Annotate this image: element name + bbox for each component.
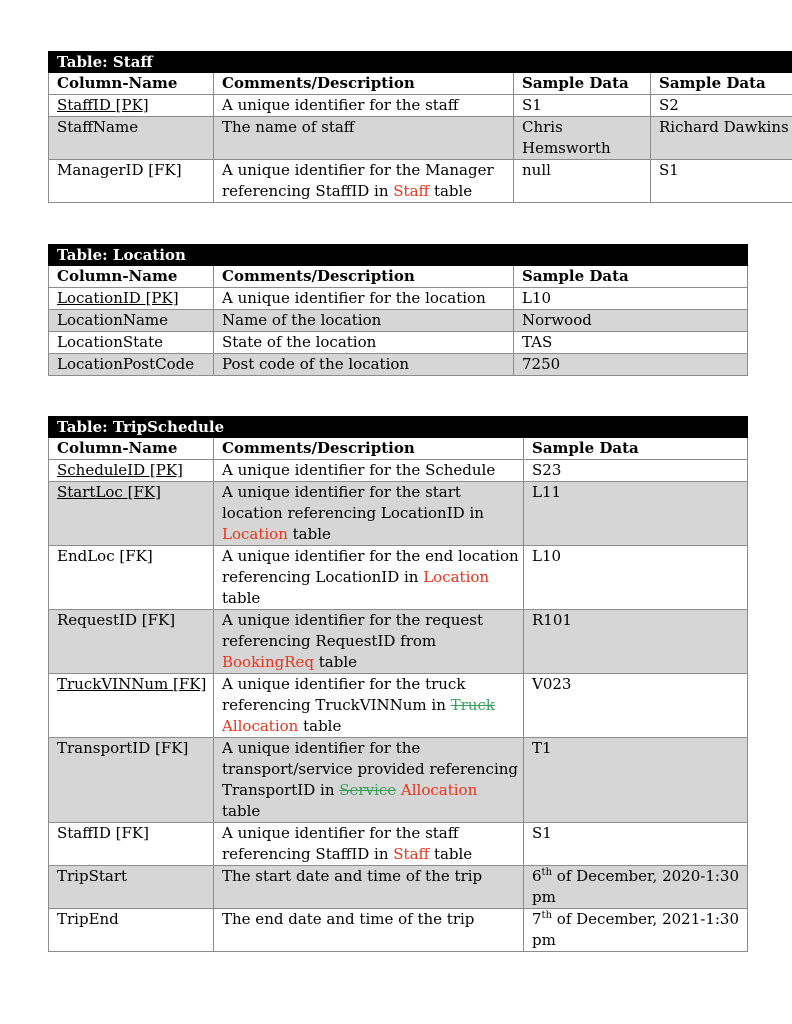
description-suffix: table	[222, 802, 261, 820]
column-name: ManagerID [FK]	[49, 160, 214, 203]
description-suffix: table	[287, 525, 331, 543]
sample-data: TAS	[514, 332, 748, 354]
description-text: A unique identifier for the truck referencing TruckVINNum in	[222, 675, 466, 714]
trip-header-sample: Sample Data	[524, 438, 748, 460]
location-header-sample: Sample Data	[514, 266, 748, 288]
column-name: TransportID [FK]	[49, 738, 214, 823]
trip-header-description: Comments/Description	[214, 438, 524, 460]
table-reference: Staff	[393, 182, 430, 200]
trip-header-row	[49, 438, 748, 460]
sample-data: S1	[524, 823, 748, 866]
sample-data: S1	[514, 95, 651, 117]
description: Post code of the location	[214, 354, 514, 376]
table-row	[49, 95, 792, 117]
description	[214, 610, 524, 674]
column-name: TripStart	[49, 866, 214, 909]
description	[214, 546, 524, 610]
table-row	[49, 610, 748, 674]
description-text: A unique identifier for the request referencing RequestID from	[222, 611, 483, 650]
description-text: A unique identifier for the Manager referencing StaffID in	[222, 161, 494, 200]
description-text: A unique identifier for the end location referencing LocationID in	[222, 547, 519, 586]
table-row	[49, 674, 748, 738]
struck-text: Service	[339, 781, 397, 799]
sample-data: Richard Dawkins	[651, 117, 792, 160]
table-row	[49, 310, 748, 332]
trip-title-row	[49, 417, 748, 438]
table-row	[49, 866, 748, 909]
sample-data: L10	[524, 546, 748, 610]
table-reference: Location	[222, 525, 288, 543]
table-row	[49, 738, 748, 823]
description	[214, 738, 524, 823]
column-name: LocationPostCode	[49, 354, 214, 376]
table-reference: Allocation	[400, 781, 478, 799]
sample-data: S1	[651, 160, 792, 203]
table-row	[49, 460, 748, 482]
column-name: StartLoc [FK]	[49, 482, 214, 546]
sample-data	[524, 866, 748, 909]
column-name: StaffName	[49, 117, 214, 160]
column-name: ScheduleID [PK]	[49, 460, 214, 482]
tripschedule-table	[48, 416, 748, 952]
table-row	[49, 332, 748, 354]
sample-data: L11	[524, 482, 748, 546]
date-day: 7	[532, 910, 542, 928]
description-suffix: table	[314, 653, 358, 671]
table-row	[49, 288, 748, 310]
sample-data: L10	[514, 288, 748, 310]
description	[214, 160, 514, 203]
column-name: StaffID [PK]	[49, 95, 214, 117]
staff-table-title: Table: Staff	[49, 52, 792, 73]
column-name: TripEnd	[49, 909, 214, 952]
staff-header-row	[49, 73, 792, 95]
column-name: TruckVINNum [FK]	[49, 674, 214, 738]
description	[214, 823, 524, 866]
description-text: A unique identifier for the transport/service provided referencing TransportID in	[222, 739, 519, 799]
description: Name of the location	[214, 310, 514, 332]
description-suffix: table	[298, 717, 342, 735]
trip-header-column-name: Column-Name	[49, 438, 214, 460]
sample-data	[524, 909, 748, 952]
description-text: A unique identifier for the staff referencing StaffID in	[222, 824, 459, 863]
table-reference: Staff	[393, 845, 430, 863]
description-suffix: table	[429, 182, 473, 200]
column-name: RequestID [FK]	[49, 610, 214, 674]
location-header-description: Comments/Description	[214, 266, 514, 288]
sample-data: 7250	[514, 354, 748, 376]
table-row	[49, 160, 792, 203]
sample-data: R101	[524, 610, 748, 674]
sample-data: S23	[524, 460, 748, 482]
description-text: A unique identifier for the start location referencing LocationID in	[222, 483, 484, 522]
table-row	[49, 354, 748, 376]
location-table-title: Table: Location	[49, 245, 748, 266]
date-ordinal: th	[541, 910, 553, 921]
description: A unique identifier for the location	[214, 288, 514, 310]
table-row	[49, 546, 748, 610]
description	[214, 482, 524, 546]
sample-data: Chris Hemsworth	[514, 117, 651, 160]
date-ordinal: th	[541, 867, 553, 878]
trip-table-title: Table: TripSchedule	[49, 417, 748, 438]
description: State of the location	[214, 332, 514, 354]
staff-title-row	[49, 52, 792, 73]
column-name: EndLoc [FK]	[49, 546, 214, 610]
column-name: StaffID [FK]	[49, 823, 214, 866]
table-reference: BookingReq	[222, 653, 315, 671]
table-row	[49, 117, 792, 160]
description	[214, 674, 524, 738]
sample-data: S2	[651, 95, 792, 117]
description: A unique identifier for the staff	[214, 95, 514, 117]
column-name: LocationID [PK]	[49, 288, 214, 310]
staff-header-sample-1: Sample Data	[514, 73, 651, 95]
table-row	[49, 909, 748, 952]
staff-header-description: Comments/Description	[214, 73, 514, 95]
sample-data: null	[514, 160, 651, 203]
sample-data: V023	[524, 674, 748, 738]
table-row	[49, 482, 748, 546]
description: The name of staff	[214, 117, 514, 160]
staff-header-column-name: Column-Name	[49, 73, 214, 95]
description: A unique identifier for the Schedule	[214, 460, 524, 482]
date-day: 6	[532, 867, 542, 885]
location-header-column-name: Column-Name	[49, 266, 214, 288]
location-table	[48, 244, 748, 376]
description-suffix: table	[429, 845, 473, 863]
description: The start date and time of the trip	[214, 866, 524, 909]
staff-table	[48, 51, 792, 203]
date-rest: of December, 2020-1:30 pm	[532, 867, 740, 906]
column-name: LocationName	[49, 310, 214, 332]
table-reference: Location	[423, 568, 490, 586]
column-name: LocationState	[49, 332, 214, 354]
description: The end date and time of the trip	[214, 909, 524, 952]
description-suffix: table	[222, 589, 261, 607]
location-title-row	[49, 245, 748, 266]
sample-data: T1	[524, 738, 748, 823]
staff-header-sample-2: Sample Data	[651, 73, 792, 95]
struck-text: Truck	[450, 696, 495, 714]
location-header-row	[49, 266, 748, 288]
date-rest: of December, 2021-1:30 pm	[532, 910, 740, 949]
table-row	[49, 823, 748, 866]
table-reference: Allocation	[222, 717, 299, 735]
sample-data: Norwood	[514, 310, 748, 332]
